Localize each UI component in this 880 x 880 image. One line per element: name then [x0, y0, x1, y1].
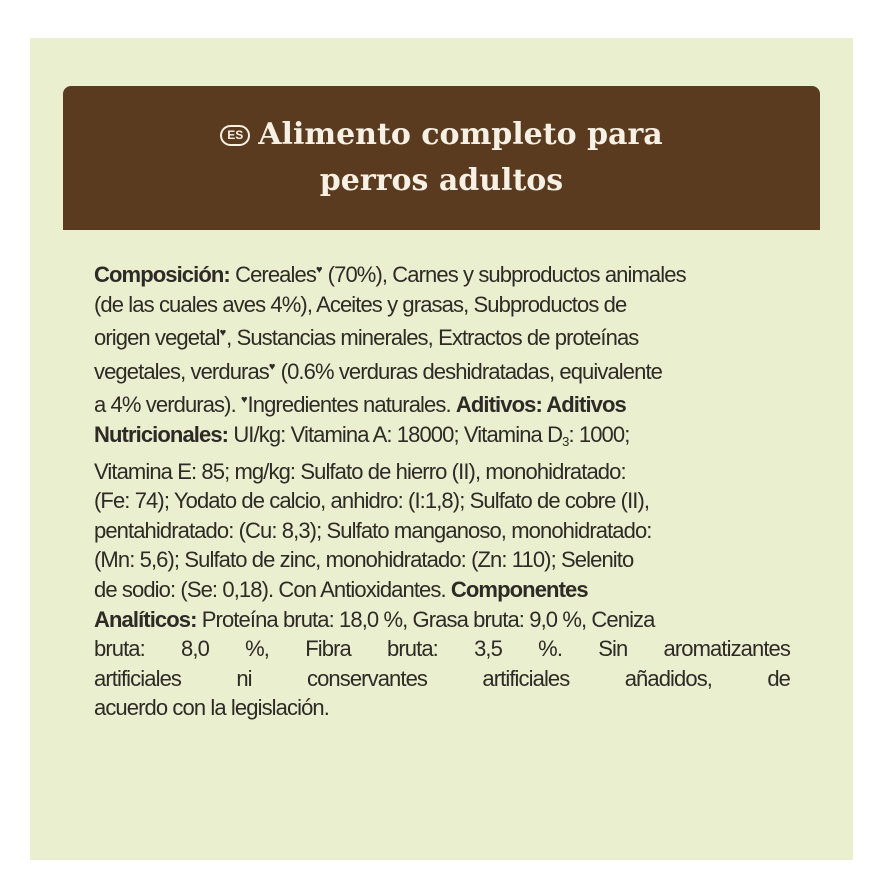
text-fragment: UI/kg: Vitamina A: 18000; Vitamina D — [228, 421, 563, 447]
text-line — [94, 420, 790, 457]
text-fragment: vegetales, verduras — [94, 358, 269, 384]
text-fragment: (0.6% verduras deshidratadas, equivalente — [275, 358, 663, 384]
title-line-2: perros adultos — [319, 163, 564, 198]
text-fragment: Cereales — [229, 262, 316, 287]
label-analiticos: Analíticos: — [94, 606, 197, 632]
text-line: (Fe: 74); Yodato de calcio, anhidro: (I:1,8); Sulfato de cobre (II), — [94, 488, 650, 514]
text-fragment: a 4% verduras). — [94, 392, 242, 418]
subscript: 3 — [562, 433, 569, 449]
label-aditivos: Aditivos: Aditivos — [455, 392, 626, 418]
text-line: bruta: 8,0 %, Fibra bruta: 3,5 %. Sin aromatizantes — [94, 636, 790, 662]
heart-icon: ♥ — [315, 264, 323, 276]
text-line: (Mn: 5,6); Sulfato de zinc, monohidratado: (Zn: 110); Selenito — [94, 547, 634, 573]
text-fragment: Ingredientes naturales. — [247, 392, 456, 418]
title-banner — [63, 86, 820, 230]
heart-icon: ♥ — [219, 327, 227, 340]
text-line — [94, 605, 790, 635]
title-line-1 — [220, 112, 663, 158]
heart-icon: ♥ — [268, 360, 276, 373]
text-line: pentahidratado: (Cu: 8,3); Sulfato manganoso, monohidratado: — [94, 517, 652, 543]
text-fragment: , Sustancias minerales, Extractos de proteínas — [226, 325, 639, 351]
composition-text — [94, 256, 790, 723]
label-nutricionales: Nutricionales: — [94, 421, 229, 447]
text-fragment: Proteína bruta: 18,0 %, Grasa bruta: 9,0 %, Ceniza — [196, 606, 655, 632]
label-composicion: Composición: — [94, 262, 230, 287]
text-fragment: (70%), Carnes y subproductos animales — [322, 262, 686, 287]
text-line — [94, 575, 790, 605]
text-line: acuerdo con la legislación. — [94, 695, 329, 721]
language-badge: ES — [220, 125, 250, 146]
title-text-1: Alimento completo para — [258, 117, 663, 152]
label-componentes: Componentes — [450, 576, 588, 602]
text-line: artificiales ni conservantes artificiales añadidos, de — [94, 665, 790, 691]
text-line — [94, 256, 790, 290]
text-line — [94, 386, 790, 420]
text-line — [94, 353, 790, 387]
text-line — [94, 319, 790, 353]
text-line: (de las cuales aves 4%), Aceites y grasas, Subproductos de — [94, 291, 627, 317]
heart-icon: ♥ — [241, 394, 248, 407]
text-line: Vitamina E: 85; mg/kg: Sulfato de hierro (II), monohidratado: — [94, 458, 626, 484]
text-fragment: de sodio: (Se: 0,18). Con Antioxidantes. — [94, 576, 451, 602]
text-fragment: : 1000; — [568, 421, 630, 447]
text-fragment: origen vegetal — [94, 325, 220, 351]
